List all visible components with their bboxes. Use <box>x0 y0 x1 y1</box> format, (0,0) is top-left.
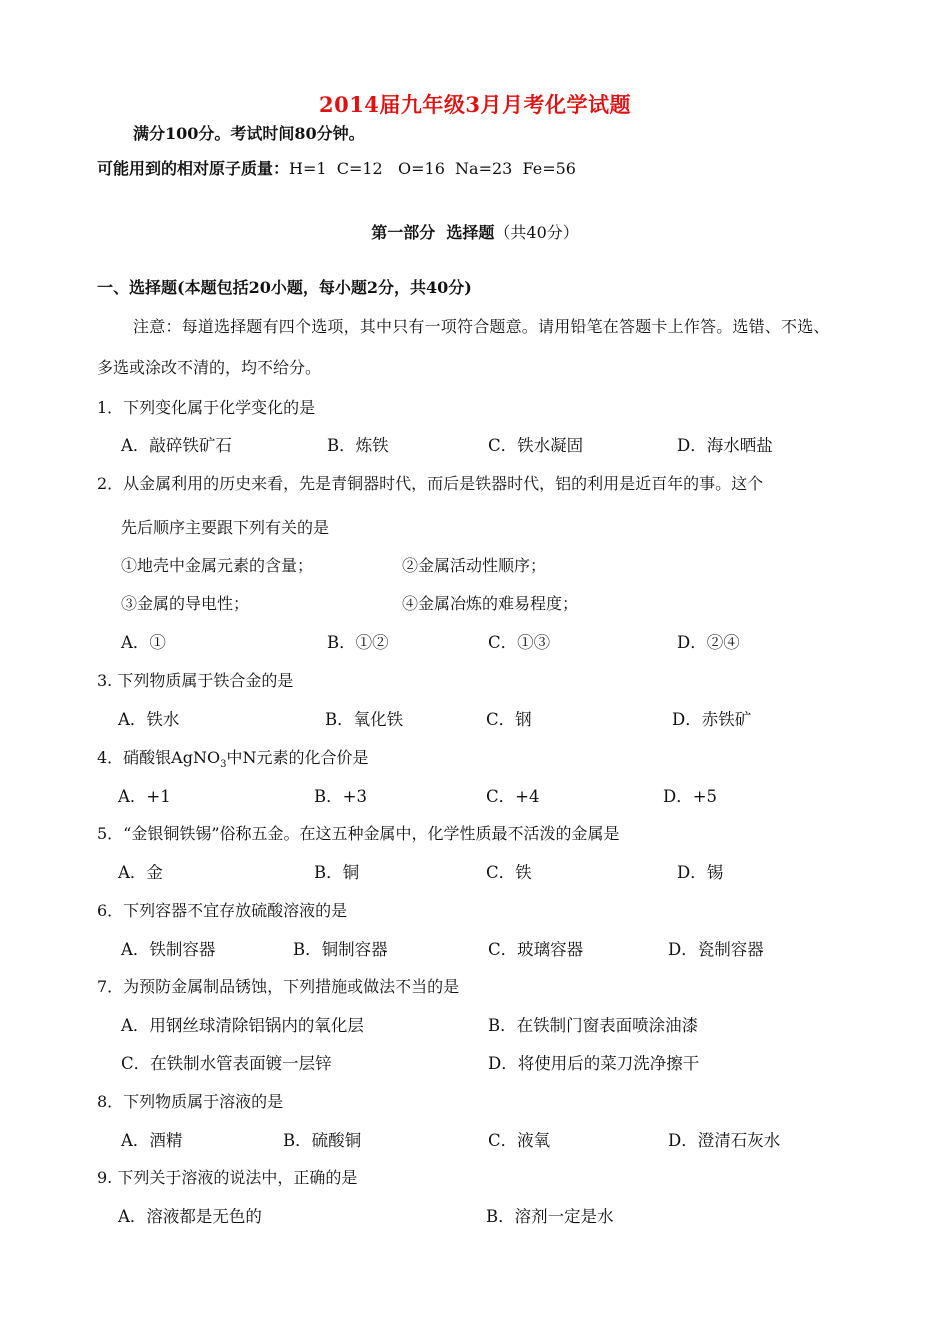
q8-option-b: B．硫酸铜 <box>283 1131 362 1150</box>
q7-option-a: A．用钢丝球清除铝锅内的氧化层 <box>121 1016 364 1035</box>
q2-statement-3: ③金属的导电性； <box>121 594 250 613</box>
q7-option-c: C．在铁制水管表面镀一层锌 <box>121 1054 332 1073</box>
q3-option-a: A．铁水 <box>118 710 180 729</box>
q3-option-b: B．氧化铁 <box>325 710 404 729</box>
q8-stem: 8．下列物质属于溶液的是 <box>97 1092 284 1111</box>
q8-option-a: A．酒精 <box>121 1131 183 1150</box>
section-heading: 一、选择题(本题包括20小题，每小题2分，共40分) <box>97 278 472 297</box>
q7-option-d: D．将使用后的菜刀洗净擦干 <box>488 1054 700 1073</box>
q4-option-b: B．+3 <box>314 787 367 806</box>
q5-option-d: D．锡 <box>677 863 724 882</box>
q9-option-a: A．溶液都是无色的 <box>118 1207 262 1226</box>
q3-stem: 3. 下列物质属于铁合金的是 <box>97 671 294 690</box>
q1-option-d: D．海水晒盐 <box>677 436 773 455</box>
q2-option-b: B．①② <box>327 633 389 652</box>
q9-option-b: B．溶剂一定是水 <box>486 1207 614 1226</box>
q6-option-a: A．铁制容器 <box>121 940 216 959</box>
q2-stem-cont: 先后顺序主要跟下列有关的是 <box>121 518 330 537</box>
atomic-mass-line <box>97 156 576 179</box>
note-line-2: 多选或涂改不清的，均不给分。 <box>97 358 322 377</box>
q2-stem: 2．从金属利用的历史来看，先是青铜器时代，而后是铁器时代，铝的利用是近百年的事。这个 <box>97 474 764 493</box>
q1-option-b: B．炼铁 <box>327 436 389 455</box>
q4-option-a: A．+1 <box>118 787 171 806</box>
part-title-main: 第一部分 选择题 <box>371 223 495 242</box>
q3-option-c: C．钢 <box>486 710 532 729</box>
score-line: 满分100分。考试时间80分钟。 <box>133 124 365 143</box>
note-line-1: 注意：每道选择题有四个选项，其中只有一项符合题意。请用铅笔在答题卡上作答。选错、不选、 <box>133 317 830 336</box>
atomic-mass-label: 可能用到的相对原子质量： <box>97 159 290 178</box>
q4-stem-subscript: 3 <box>220 759 227 771</box>
q5-option-b: B．铜 <box>314 863 360 882</box>
q4-option-c: C．+4 <box>486 787 540 806</box>
atomic-mass-values: H=1 C=12 O=16 Na=23 Fe=56 <box>289 159 576 178</box>
q6-option-d: D．瓷制容器 <box>668 940 764 959</box>
q4-stem-pre: 4．硝酸银AgNO <box>97 748 221 767</box>
q6-option-b: B．铜制容器 <box>293 940 388 959</box>
q2-statement-2: ②金属活动性顺序； <box>402 556 547 575</box>
q1-option-a: A．敲碎铁矿石 <box>121 436 232 455</box>
part-title <box>0 220 950 243</box>
q4-stem-post: 中N元素的化合价是 <box>226 748 369 767</box>
q9-stem: 9. 下列关于溶液的说法中，正确的是 <box>97 1168 358 1187</box>
q5-option-a: A．金 <box>118 863 163 882</box>
q8-option-c: C．液氧 <box>488 1131 551 1150</box>
q3-option-d: D．赤铁矿 <box>672 710 752 729</box>
q6-stem: 6．下列容器不宜存放硫酸溶液的是 <box>97 901 348 920</box>
q6-option-c: C．玻璃容器 <box>488 940 584 959</box>
q7-stem: 7．为预防金属制品锈蚀，下列措施或做法不当的是 <box>97 977 460 996</box>
q1-stem: 1．下列变化属于化学变化的是 <box>97 398 316 417</box>
q5-option-c: C．铁 <box>486 863 532 882</box>
q7-option-b: B．在铁制门窗表面喷涂油漆 <box>488 1016 699 1035</box>
part-title-suffix: （共40分） <box>494 223 579 242</box>
q2-statement-1: ①地壳中金属元素的含量； <box>121 556 314 575</box>
q4-stem <box>97 745 369 770</box>
q2-option-d: D．②④ <box>677 633 740 652</box>
q2-option-a: A．① <box>121 633 166 652</box>
q5-stem: 5．“金银铜铁锡”俗称五金。在这五种金属中，化学性质最不活泼的金属是 <box>97 824 620 843</box>
q4-option-d: D．+5 <box>663 787 718 806</box>
q8-option-d: D．澄清石灰水 <box>668 1131 781 1150</box>
exam-title: 2014届九年级3月月考化学试题 <box>318 92 632 117</box>
q2-option-c: C．①③ <box>488 633 551 652</box>
q1-option-c: C．铁水凝固 <box>488 436 584 455</box>
q2-statement-4: ④金属冶炼的难易程度； <box>402 594 579 613</box>
